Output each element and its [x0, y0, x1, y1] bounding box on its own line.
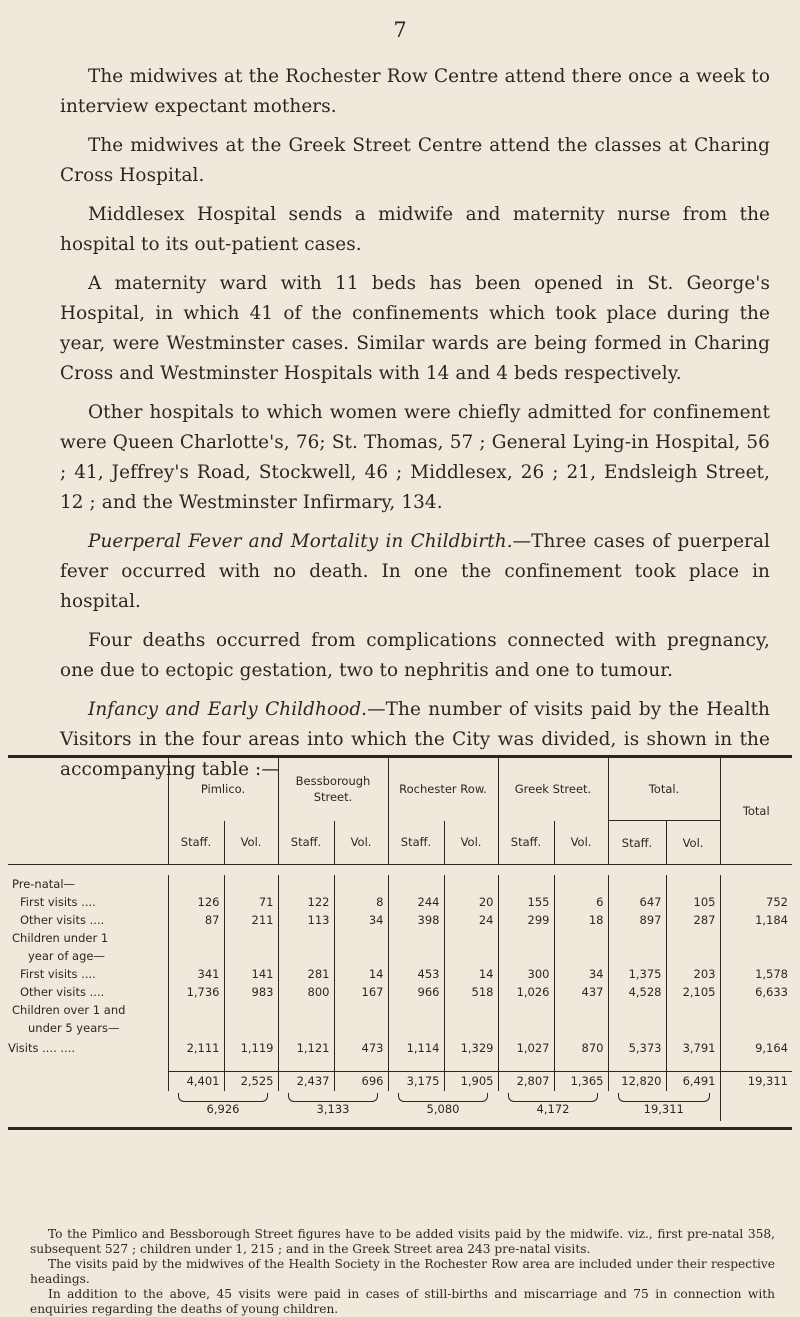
table-cell: 281	[278, 965, 334, 983]
table-cell: 473	[334, 1037, 388, 1059]
header-vol: Vol.	[666, 821, 720, 865]
visits-table	[8, 758, 792, 1121]
totals-row	[8, 1071, 792, 1091]
table-cell: 398	[388, 911, 444, 929]
brace-icon	[508, 1093, 598, 1102]
table-cell: 6,633	[720, 983, 792, 1001]
table-cell: 18	[554, 911, 608, 929]
combined-value: 6,926	[206, 1102, 240, 1116]
table-cell: 167	[334, 983, 388, 1001]
row-label: Visits .... ....	[8, 1041, 76, 1055]
table-cell: 113	[278, 911, 334, 929]
section-label: Pre-natal—	[12, 877, 76, 891]
header-vol: Vol.	[444, 821, 498, 865]
table-cell: 8	[334, 893, 388, 911]
table-cell: 6,491	[666, 1071, 720, 1091]
table-cell: 34	[334, 911, 388, 929]
section-over1	[8, 1001, 792, 1019]
header-row-sub	[8, 821, 792, 865]
table-cell: 244	[388, 893, 444, 911]
table-cell: 14	[334, 965, 388, 983]
combined-greek	[498, 1091, 608, 1121]
table-row	[8, 911, 792, 929]
table-cell: 6	[554, 893, 608, 911]
table-cell: 897	[608, 911, 666, 929]
header-greek: Greek Street.	[498, 758, 608, 821]
header-divider	[8, 865, 792, 876]
paragraph-puerperal-fever	[60, 527, 770, 617]
table-row	[8, 893, 792, 911]
table-cell: 2,525	[224, 1071, 278, 1091]
header-grand-total: Total	[720, 758, 792, 865]
header-vol: Vol.	[334, 821, 388, 865]
section-over1-cont	[8, 1019, 792, 1037]
header-vol: Vol.	[554, 821, 608, 865]
header-staff: Staff.	[498, 821, 554, 865]
section-label: Children over 1 and	[12, 1003, 126, 1017]
page-number: 7	[393, 18, 407, 42]
combined-rochester	[388, 1091, 498, 1121]
brace-icon	[398, 1093, 488, 1102]
table-cell: 966	[388, 983, 444, 1001]
visits-table-container	[8, 755, 792, 1130]
puerperal-fever-text: —Three cases of puerperal fever occurred with no death. In one the confinement took place in hospital.	[60, 531, 770, 612]
table-cell: 3,175	[388, 1071, 444, 1091]
table-cell: 2,807	[498, 1071, 554, 1091]
puerperal-fever-heading: Puerperal Fever and Mortality in Childbirth.	[88, 531, 513, 552]
table-cell: 696	[334, 1071, 388, 1091]
table-cell: 983	[224, 983, 278, 1001]
table-cell: 1,026	[498, 983, 554, 1001]
body-text	[60, 62, 770, 794]
footnote-midwife-visits: To the Pimlico and Bessborough Street figures have to be added visits paid by the midwife. viz., first pre-natal 358, subsequent 527 ; children under 1, 215 ; and in the Greek Street area 243 pre-natal visits.	[30, 1227, 775, 1256]
header-vol: Vol.	[224, 821, 278, 865]
row-label: Other visits ....	[20, 913, 105, 927]
table-cell: 19,311	[720, 1071, 792, 1091]
table-cell: 2,111	[168, 1037, 224, 1059]
table-cell: 155	[498, 893, 554, 911]
table-cell: 647	[608, 893, 666, 911]
table-cell: 126	[168, 893, 224, 911]
table-cell: 9,164	[720, 1037, 792, 1059]
table-cell: 4,528	[608, 983, 666, 1001]
paragraph-maternity-ward: A maternity ward with 11 beds has been opened in St. George's Hospital, in which 41 of the confinements which took place during the year, were Westminster cases. Similar wards are being formed in Charing Cross and Westminster Hospitals with 14 and 4 beds respectively.	[60, 273, 770, 384]
table-cell: 2,437	[278, 1071, 334, 1091]
paragraph-rochester-row: The midwives at the Rochester Row Centre attend there once a week to interview expectant mothers.	[60, 66, 770, 117]
infancy-heading: Infancy and Early Childhood.	[88, 699, 368, 720]
brace-icon	[178, 1093, 268, 1102]
header-staff: Staff.	[608, 821, 666, 865]
table-cell: 870	[554, 1037, 608, 1059]
table-cell: 287	[666, 911, 720, 929]
brace-icon	[288, 1093, 378, 1102]
table-cell: 1,027	[498, 1037, 554, 1059]
table-cell: 87	[168, 911, 224, 929]
combined-pimlico	[168, 1091, 278, 1121]
table-cell: 437	[554, 983, 608, 1001]
table-cell: 752	[720, 893, 792, 911]
row-label: First visits ....	[20, 967, 96, 981]
footnote-still-births: In addition to the above, 45 visits were paid in cases of still-births and miscarriage and 75 in connection with enquiries regarding the deaths of young children.	[30, 1287, 775, 1316]
header-rochester: Rochester Row.	[388, 758, 498, 821]
table-bottom-rule	[8, 1127, 792, 1130]
section-label: under 5 years—	[28, 1021, 120, 1035]
header-pimlico: Pimlico.	[168, 758, 278, 821]
header-staff: Staff.	[168, 821, 224, 865]
header-staff: Staff.	[278, 821, 334, 865]
table-cell: 518	[444, 983, 498, 1001]
combined-bessborough	[278, 1091, 388, 1121]
header-total-area: Total.	[608, 758, 720, 821]
table-cell: 1,736	[168, 983, 224, 1001]
table-row	[8, 965, 792, 983]
table-cell: 1,329	[444, 1037, 498, 1059]
table-cell: 1,119	[224, 1037, 278, 1059]
table-cell: 453	[388, 965, 444, 983]
table-cell: 105	[666, 893, 720, 911]
section-under1-cont	[8, 947, 792, 965]
table-cell: 341	[168, 965, 224, 983]
row-label: First visits ....	[20, 895, 96, 909]
section-under1	[8, 929, 792, 947]
table-cell: 1,375	[608, 965, 666, 983]
header-bessborough: Bessborough Street.	[278, 758, 388, 821]
table-row	[8, 983, 792, 1001]
section-label: year of age—	[28, 949, 105, 963]
table-cell: 12,820	[608, 1071, 666, 1091]
table-cell: 34	[554, 965, 608, 983]
table-cell: 3,791	[666, 1037, 720, 1059]
infancy-text: —The number of visits paid by the Health Visitors in the four areas into which the City was divided, is shown in the accompanying table :—	[60, 699, 771, 780]
table-cell: 1,121	[278, 1037, 334, 1059]
table-cell: 71	[224, 893, 278, 911]
table-cell: 1,184	[720, 911, 792, 929]
section-label: Children under 1	[12, 931, 109, 945]
table-cell: 299	[498, 911, 554, 929]
table-cell: 1,365	[554, 1071, 608, 1091]
header-blank-2	[8, 821, 168, 865]
footnotes	[30, 1227, 775, 1317]
combined-total	[608, 1091, 720, 1121]
table-cell: 2,105	[666, 983, 720, 1001]
section-prenatal	[8, 875, 792, 893]
table-cell: 5,373	[608, 1037, 666, 1059]
table-row	[8, 1037, 792, 1059]
paragraph-deaths: Four deaths occurred from complications connected with pregnancy, one due to ectopic gestation, two to nephritis and one to tumour.	[60, 630, 770, 681]
paragraph-greek-street: The midwives at the Greek Street Centre attend the classes at Charing Cross Hospital.	[60, 135, 770, 186]
table-cell: 1,905	[444, 1071, 498, 1091]
combined-value: 5,080	[426, 1102, 460, 1116]
table-cell: 300	[498, 965, 554, 983]
combined-value: 19,311	[643, 1102, 684, 1116]
table-cell: 203	[666, 965, 720, 983]
table-cell: 800	[278, 983, 334, 1001]
table-cell: 211	[224, 911, 278, 929]
footnote-health-society: The visits paid by the midwives of the Health Society in the Rochester Row area are included under their respective headings.	[30, 1257, 775, 1286]
header-staff: Staff.	[388, 821, 444, 865]
combined-value: 3,133	[316, 1102, 350, 1116]
brace-icon	[618, 1093, 710, 1102]
header-blank	[8, 758, 168, 821]
table-cell: 1,578	[720, 965, 792, 983]
table-cell: 20	[444, 893, 498, 911]
table-cell: 141	[224, 965, 278, 983]
header-row-areas	[8, 758, 792, 821]
combined-value: 4,172	[536, 1102, 570, 1116]
table-cell: 14	[444, 965, 498, 983]
combined-totals-row	[8, 1091, 792, 1121]
row-label: Other visits ....	[20, 985, 105, 999]
table-cell: 4,401	[168, 1071, 224, 1091]
paragraph-middlesex: Middlesex Hospital sends a midwife and maternity nurse from the hospital to its out-patient cases.	[60, 204, 770, 255]
table-cell: 24	[444, 911, 498, 929]
spacer-row	[8, 1059, 792, 1071]
paragraph-other-hospitals: Other hospitals to which women were chiefly admitted for confinement were Queen Charlotte's, 76; St. Thomas, 57 ; General Lying-in Hospital, 56 ; 41, Jeffrey's Road, Stockwell, 46 ; Middlesex, 26 ; 21, Endsleigh Street, 12 ; and the Westminster Infirmary, 134.	[60, 402, 770, 513]
table-cell: 1,114	[388, 1037, 444, 1059]
table-cell: 122	[278, 893, 334, 911]
